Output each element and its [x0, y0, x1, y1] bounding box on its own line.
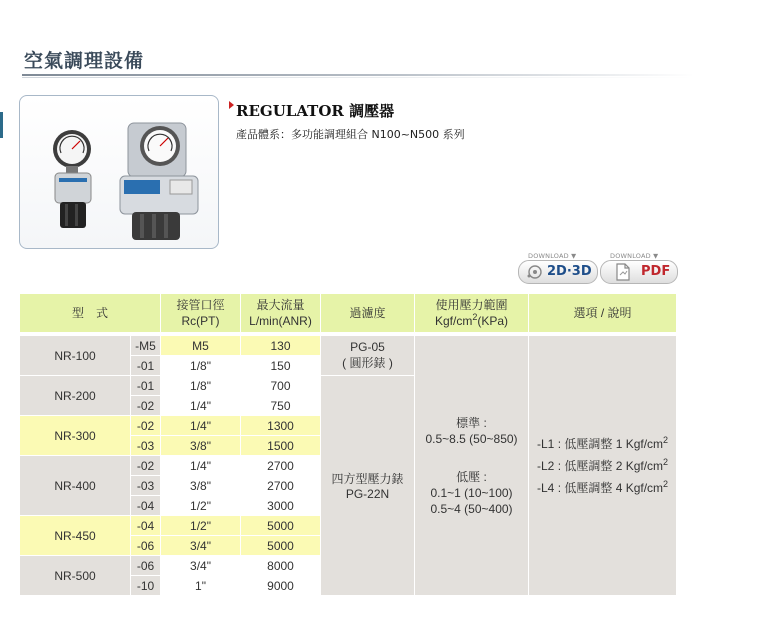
port-cell: 3/8": [161, 476, 241, 496]
filter-b-line2: PG-22N: [345, 487, 390, 501]
col-header-pressure-range: [415, 294, 529, 335]
flow-cell: 750: [241, 396, 321, 416]
port-cell: 1": [161, 576, 241, 596]
table-row: [20, 334, 677, 356]
left-accent-bar: [0, 112, 3, 138]
port-cell: 1/8": [161, 356, 241, 376]
suffix-cell: -01: [131, 356, 161, 376]
suffix-cell: -04: [131, 516, 161, 536]
filter-b-line1: 四方型壓力錶: [331, 472, 404, 486]
model-cell: NR-100: [20, 334, 131, 376]
range-unit-exp: 2: [472, 312, 478, 322]
option-l1-exp: 2: [663, 434, 669, 445]
download-2d3d-button[interactable]: [518, 252, 598, 286]
col-header-port-line2: Rc(PT): [181, 314, 220, 328]
flow-cell: 8000: [241, 556, 321, 576]
pressure-range-cell: [415, 334, 529, 596]
port-cell: 1/4": [161, 456, 241, 476]
col-header-range-line1: 使用壓力範圍: [435, 298, 508, 312]
suffix-cell: -M5: [131, 334, 161, 356]
option-l4: [537, 477, 676, 499]
port-cell: 3/8": [161, 436, 241, 456]
model-cell: NR-400: [20, 456, 131, 516]
flow-cell: 5000: [241, 516, 321, 536]
cad-icon: [525, 264, 545, 280]
range-unit-kpa: (KPa): [477, 314, 509, 328]
pressure-low-label: 低壓 :: [456, 469, 487, 484]
filter-a-line1: PG-05: [350, 340, 385, 354]
option-l2-exp: 2: [663, 456, 669, 467]
pressure-standard-value: 0.5~8.5 (50~850): [425, 431, 518, 446]
suffix-cell: -10: [131, 576, 161, 596]
col-header-port-line1: 接管口徑: [176, 298, 225, 312]
port-cell: 1/2": [161, 496, 241, 516]
port-cell: M5: [161, 334, 241, 356]
port-cell: 1/4": [161, 396, 241, 416]
flow-cell: 3000: [241, 496, 321, 516]
suffix-cell: -03: [131, 476, 161, 496]
download-pdf-button[interactable]: [600, 252, 678, 286]
col-header-flow-line1: 最大流量: [256, 298, 305, 312]
col-header-range-line2: [415, 313, 528, 329]
download-caption: DOWNLOAD ▼: [610, 252, 659, 260]
product-subtitle: 產品體系：多功能調理組合 N100~N500 系列: [236, 128, 465, 141]
port-cell: 1/2": [161, 516, 241, 536]
pressure-low-value-2: 0.5~4 (50~400): [430, 501, 513, 516]
suffix-cell: -02: [131, 456, 161, 476]
flow-cell: 1500: [241, 436, 321, 456]
filter-cell-square: [321, 376, 415, 596]
flow-cell: 130: [241, 334, 321, 356]
option-l1: [537, 433, 676, 455]
suffix-cell: -04: [131, 496, 161, 516]
col-header-options: 選項 / 說明: [529, 294, 677, 335]
table-header-row: [20, 294, 677, 335]
title-divider-shadow: [22, 77, 694, 78]
flow-cell: 700: [241, 376, 321, 396]
col-header-flow-line2: L/min(ANR): [249, 314, 312, 328]
title-divider: [22, 74, 694, 76]
suffix-cell: -06: [131, 536, 161, 556]
pressure-low-value-1: 0.1~1 (10~100): [430, 485, 513, 500]
filter-a-line2: ( 圓形錶 ): [342, 356, 393, 370]
model-cell: NR-500: [20, 556, 131, 596]
page-title: 空氣調理設備: [24, 50, 145, 72]
flow-cell: 9000: [241, 576, 321, 596]
flow-cell: 2700: [241, 476, 321, 496]
range-unit: Kgf/cm: [434, 314, 473, 328]
download-2d3d-body[interactable]: [518, 260, 598, 284]
col-header-port: [161, 294, 241, 335]
filter-cell-gauge: [321, 334, 415, 376]
option-l2-text: -L2 : 低壓調整 2 Kgf/cm: [537, 458, 664, 473]
suffix-cell: -02: [131, 396, 161, 416]
model-cell: NR-200: [20, 376, 131, 416]
flow-cell: 150: [241, 356, 321, 376]
port-cell: 1/4": [161, 416, 241, 436]
flow-cell: 5000: [241, 536, 321, 556]
model-cell: NR-450: [20, 516, 131, 556]
product-photo: [19, 95, 219, 249]
product-heading-text: REGULATOR 調壓器: [236, 102, 395, 120]
download-caption: DOWNLOAD ▼: [528, 252, 577, 260]
option-l1-text: -L1 : 低壓調整 1 Kgf/cm: [537, 436, 664, 451]
download-pdf-label: PDF: [641, 264, 671, 279]
option-l2: [537, 455, 676, 477]
port-cell: 1/8": [161, 376, 241, 396]
model-cell: NR-300: [20, 416, 131, 456]
product-heading: [236, 100, 394, 121]
port-cell: 3/4": [161, 556, 241, 576]
options-cell: [529, 334, 677, 596]
col-header-flow: [241, 294, 321, 335]
spec-table: [19, 293, 677, 596]
col-header-model: 型 式: [20, 294, 161, 335]
regulator-product-photo-icon: [20, 96, 218, 248]
col-header-filter: 過濾度: [321, 294, 415, 335]
download-pdf-body[interactable]: [600, 260, 678, 284]
flow-cell: 1300: [241, 416, 321, 436]
suffix-cell: -03: [131, 436, 161, 456]
option-l4-text: -L4 : 低壓調整 4 Kgf/cm: [537, 480, 664, 495]
heading-marker-icon: [229, 101, 234, 109]
download-2d3d-label: 2D·3D: [547, 264, 592, 279]
port-cell: 3/4": [161, 536, 241, 556]
document-icon: [615, 263, 631, 281]
flow-cell: 2700: [241, 456, 321, 476]
pressure-standard-label: 標準 :: [456, 415, 487, 430]
suffix-cell: -01: [131, 376, 161, 396]
suffix-cell: -02: [131, 416, 161, 436]
suffix-cell: -06: [131, 556, 161, 576]
option-l4-exp: 2: [663, 478, 669, 489]
